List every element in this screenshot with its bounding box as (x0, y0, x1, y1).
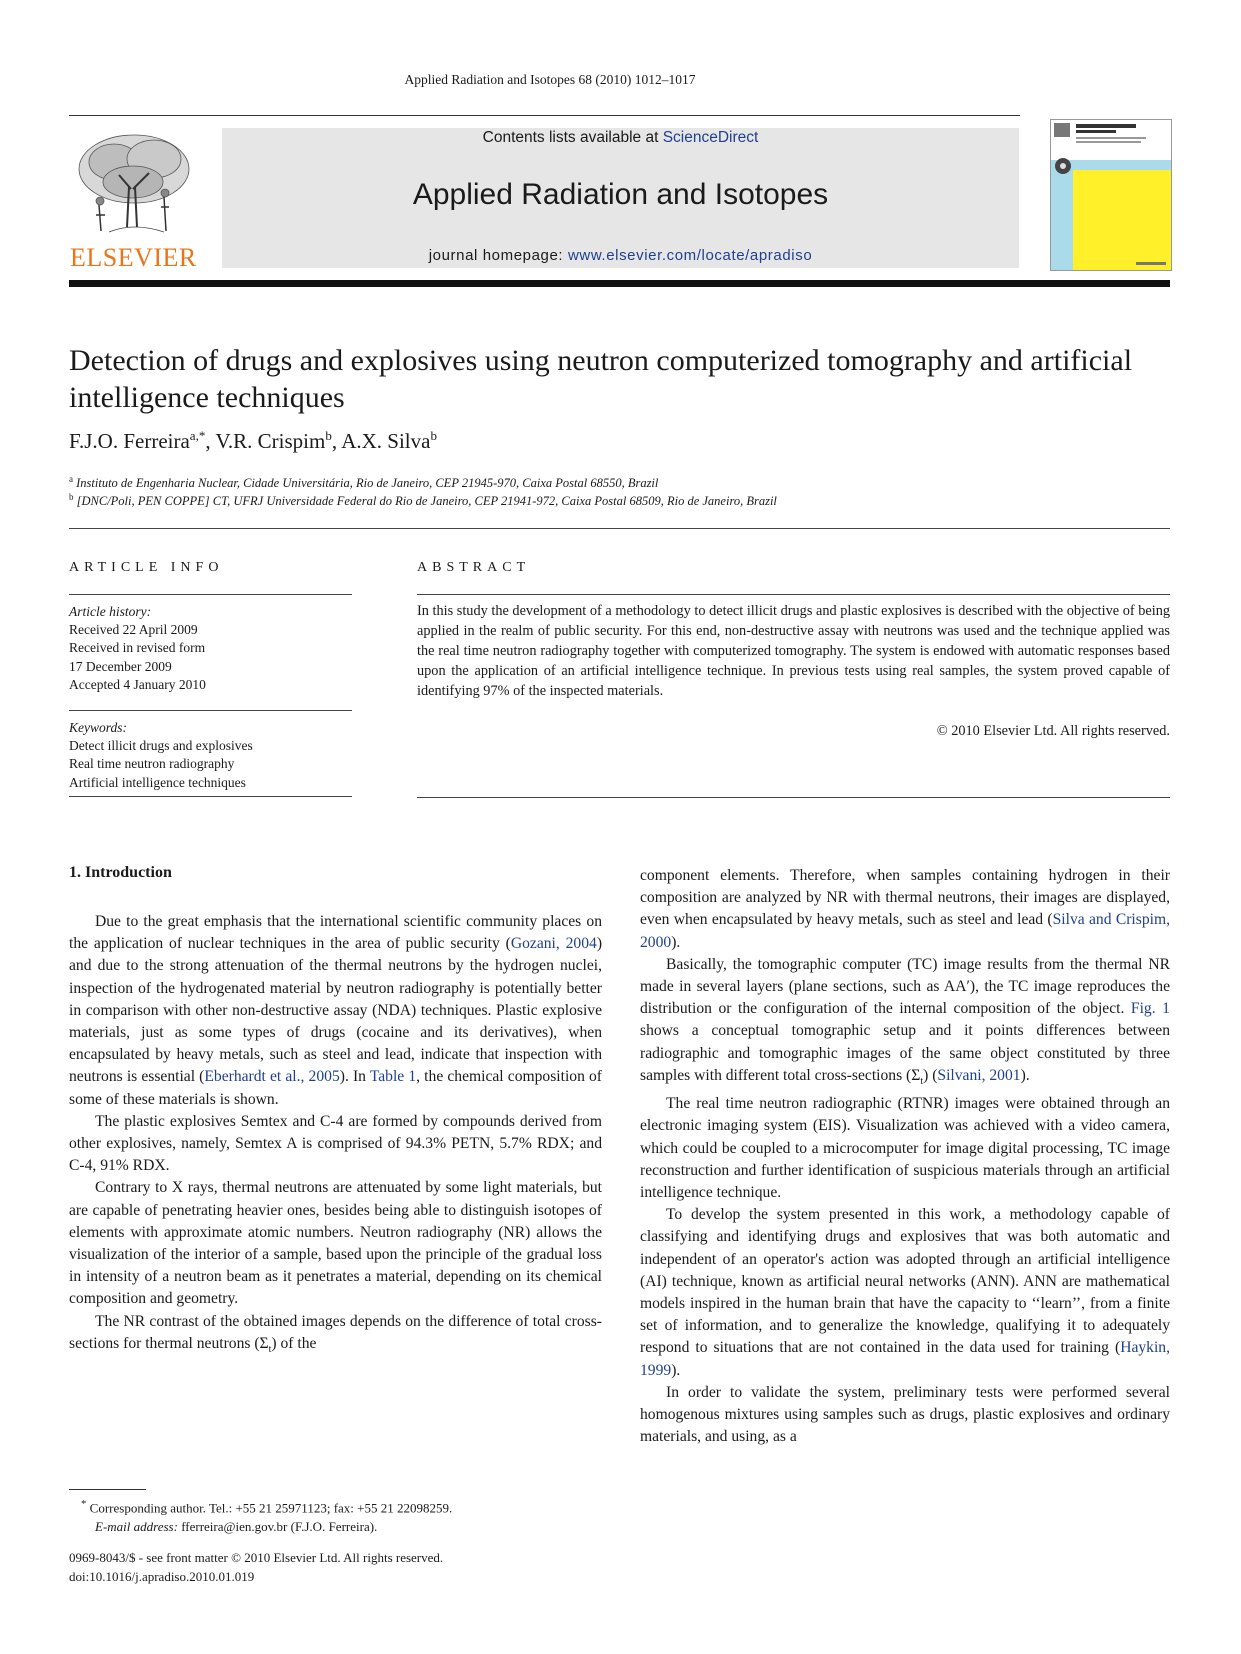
text-run: ) ( (923, 1066, 938, 1084)
history-item: Accepted 4 January 2010 (69, 676, 206, 692)
citation-link[interactable]: Gozani, 2004 (510, 935, 597, 953)
paragraph (640, 1204, 1170, 1382)
homepage-link[interactable]: www.elsevier.com/locate/apradiso (567, 247, 813, 264)
text-run: ) and due to the strong attenuation of the thermal neutrons by the hydrogen nuclei, inspection of the hydrogenated material by neutron radiography is potentially better in comparison with other non-destructive assay (NDA) techniques. Plastic explosive materials, just as some types of drugs (cocaine and its derivatives), when encapsulated by heavy metals, such as steel and lead, indicate that inspection with neutrons is essential ( (69, 935, 603, 1086)
paragraph: The real time neutron radiographic (RTNR) images were obtained through an electronic imaging system (EIS). Visualization was achieved with a video camera, which could be coupled to a microcomputer for image digital processing, TC image reconstruction and further identification of suspicious materials through an artificial intelligence technique. (640, 1095, 1170, 1201)
history-label: Article history: (69, 604, 152, 619)
author-name[interactable]: A.X. Silva (341, 429, 431, 453)
history-item: Received 22 April 2009 (69, 622, 198, 638)
text-run: The NR contrast of the obtained images depends on the difference of total cross-sections for thermal neutrons (Σ (69, 1312, 602, 1352)
homepage-line (222, 247, 1019, 264)
affiliation-mark: a (69, 474, 73, 484)
sciencedirect-link[interactable]: ScienceDirect (662, 129, 759, 146)
keywords (69, 719, 359, 792)
section-heading-introduction: 1. Introduction (69, 864, 172, 881)
keywords-label: Keywords: (69, 720, 127, 735)
text-run: To develop the system presented in this work, a methodology capable of classifying and identifying drugs and explosives that was both automatic and independent of an operator's action was adopted through an artificial intelligence (AI) technique, known as artificial neural networks (ANN). ANN are mathematical models inspired in the human brain that have the capacity to ‘‘learn’’, from a finite set of information, and to generalize the knowledge, qualifying it to adequately respond to situations that are not contained in the data used for training ( (640, 1206, 1170, 1357)
affiliation-text: [DNC/Poli, PEN COPPE] CT, UFRJ Universidade Federal do Rio de Janeiro, CEP 21941-972, Caixa Postal 68509, Rio de Janeiro, Brazil (76, 494, 777, 509)
history-item: 17 December 2009 (69, 658, 172, 674)
affiliation-b (69, 492, 777, 509)
abstract-rule (417, 594, 1170, 595)
footnote-line (69, 1518, 629, 1537)
elsevier-wordmark: ELSEVIER (70, 243, 197, 272)
text-run: Basically, the tomographic computer (TC) image results from the thermal NR made in several layers (plane sections, such as AA′), the TC image reproduces the distribution or the configuration of the internal composition of the object. (640, 955, 1170, 1018)
text-run: ). (1020, 1066, 1030, 1084)
body-column-left (69, 911, 602, 1361)
footnote-rule (69, 1489, 146, 1490)
text-run: ). (671, 933, 681, 951)
article-title: Detection of drugs and explosives using neutron computerized tomography and artificial intelligence techniques (69, 344, 1133, 414)
citation-link[interactable]: Haykin, 1999 (640, 1339, 1170, 1379)
email-label: E-mail address: (95, 1518, 178, 1534)
author-affiliation-mark[interactable]: b (430, 428, 437, 443)
affiliation-text: Instituto de Engenharia Nuclear, Cidade Universitária, Rio de Janeiro, CEP 21945-970, Caixa Postal 68550, Brazil (76, 476, 659, 491)
subscript: t (268, 1343, 272, 1355)
table-link[interactable]: Table 1 (369, 1068, 417, 1086)
affiliation-rule (69, 528, 1170, 529)
homepage-prefix: journal homepage: (428, 247, 568, 264)
article-history (69, 603, 359, 694)
article-info-rule (69, 594, 352, 595)
masthead-thick-rule (69, 280, 1170, 287)
affiliation-mark: b (69, 492, 74, 502)
figure-link[interactable]: Fig. 1 (1130, 1000, 1170, 1018)
text-run: component elements. Therefore, when samples containing hydrogen in their composition are analyzed by NR with thermal neutrons, their images are displayed, even when encapsulated by heavy metals, such as steel and lead ( (640, 867, 1170, 929)
citation-link[interactable]: Eberhardt et al., 2005 (204, 1068, 340, 1086)
keyword-item: Real time neutron radiography (69, 756, 235, 772)
paragraph: Contrary to X rays, thermal neutrons are attenuated by some light materials, but are capable of penetrating heavier ones, besides being able to distinguish isotopes of elements with approximate atomic numbers. Neutron radiography (NR) allows the visualization of the interior of a sample, based upon the principle of the gradual loss in intensity of a neutron beam as it penetrates a material, depending on its chemical composition and geometry. (69, 1179, 602, 1308)
text-run: , the chemical composition of some of these materials is shown. (69, 1068, 602, 1108)
footnote-mark: * (81, 1498, 87, 1510)
history-item: Received in revised form (69, 640, 206, 656)
footnote-line (69, 1495, 629, 1518)
email-address[interactable]: fferreira@ien.gov.br (F.J.O. Ferreira). (177, 1518, 378, 1534)
text-run: ). In (339, 1068, 370, 1086)
author-name[interactable]: V.R. Crispim (215, 429, 326, 453)
text-run: ). (671, 1361, 681, 1379)
running-head: Applied Radiation and Isotopes 68 (2010) 1012–1017 (404, 72, 696, 87)
keyword-item: Artificial intelligence techniques (69, 774, 246, 790)
abstract-rule (417, 797, 1170, 798)
article-info-rule (69, 710, 352, 711)
author-affiliation-mark[interactable]: b (325, 428, 332, 443)
article-info-rule (69, 796, 352, 797)
citation-link[interactable]: Silva and Crispim, 2000 (640, 911, 1170, 951)
footnote-text: Corresponding author. Tel.: +55 21 25971123; fax: +55 21 22098259. (86, 1500, 453, 1516)
author-list: F.J.O. Ferreira$^{a,*}$, V.R. Crispim$^b$, A.X. Silva$^b$ (69, 428, 437, 453)
author-name[interactable]: F.J.O. Ferreira (69, 429, 190, 453)
journal-cover-thumbnail[interactable] (1050, 119, 1172, 271)
doi-line[interactable]: doi:10.1016/j.apradiso.2010.01.019 (69, 1568, 255, 1584)
citation-link[interactable]: Silvani, 2001 (937, 1066, 1021, 1084)
author-affiliation-mark[interactable]: a,* (189, 428, 206, 443)
abstract-copyright: © 2010 Elsevier Ltd. All rights reserved. (936, 723, 1170, 739)
text-run: ) of the (271, 1334, 317, 1352)
paragraph: The plastic explosives Semtex and C-4 are formed by compounds derived from other explosives, namely, Semtex A is comprised of 94.3% PETN, 5.7% RDX; and C-4, 91% RDX. (69, 1112, 602, 1175)
text-run: shows a conceptual tomographic setup and it points differences between radiographic and tomographic images of the same object constituted by three samples with different total cross-sections (Σ (640, 1022, 1170, 1084)
corresponding-author-footnote (69, 1495, 629, 1536)
paragraph (640, 865, 1170, 954)
subscript: t (920, 1075, 924, 1087)
abstract-text: In this study the development of a methodology to detect illicit drugs and plastic explosives is described with the objective of being applied in the realm of public security. For this end, non-destructive assay with neutrons was used and the technique applied was the real time neutron radiography together with computerized tomography. The system is endowed with automatic responses based upon the application of an artificial intelligence technique. In previous tests using real samples, the system proved capable of identifying 97% of the inspected materials. (417, 603, 1170, 699)
paragraph (640, 954, 1170, 1093)
paragraph: In order to validate the system, preliminary tests were performed several homogenous mixtures using samples such as drugs, plastic explosives and ordinary materials, and using, as a (640, 1383, 1170, 1446)
keyword-item: Detect illicit drugs and explosives (69, 738, 253, 754)
issn-doi-block (69, 1549, 443, 1586)
body-column-right (640, 865, 1170, 1448)
paragraph (69, 911, 602, 1111)
text-run: Due to the great emphasis that the international scientific community places on the application of nuclear techniques in the area of public security ( (69, 913, 602, 953)
contents-prefix: Contents lists available at (482, 129, 663, 146)
abstract-heading: ABSTRACT (417, 560, 531, 575)
journal-title: Applied Radiation and Isotopes (412, 178, 829, 211)
issn-line: 0969-8043/$ - see front matter © 2010 Elsevier Ltd. All rights reserved. (69, 1550, 444, 1565)
paragraph (69, 1311, 602, 1362)
contents-line (222, 129, 1019, 147)
article-info-heading: ARTICLE INFO (69, 560, 224, 575)
affiliation-a (69, 474, 658, 491)
header-rule (69, 115, 1020, 116)
